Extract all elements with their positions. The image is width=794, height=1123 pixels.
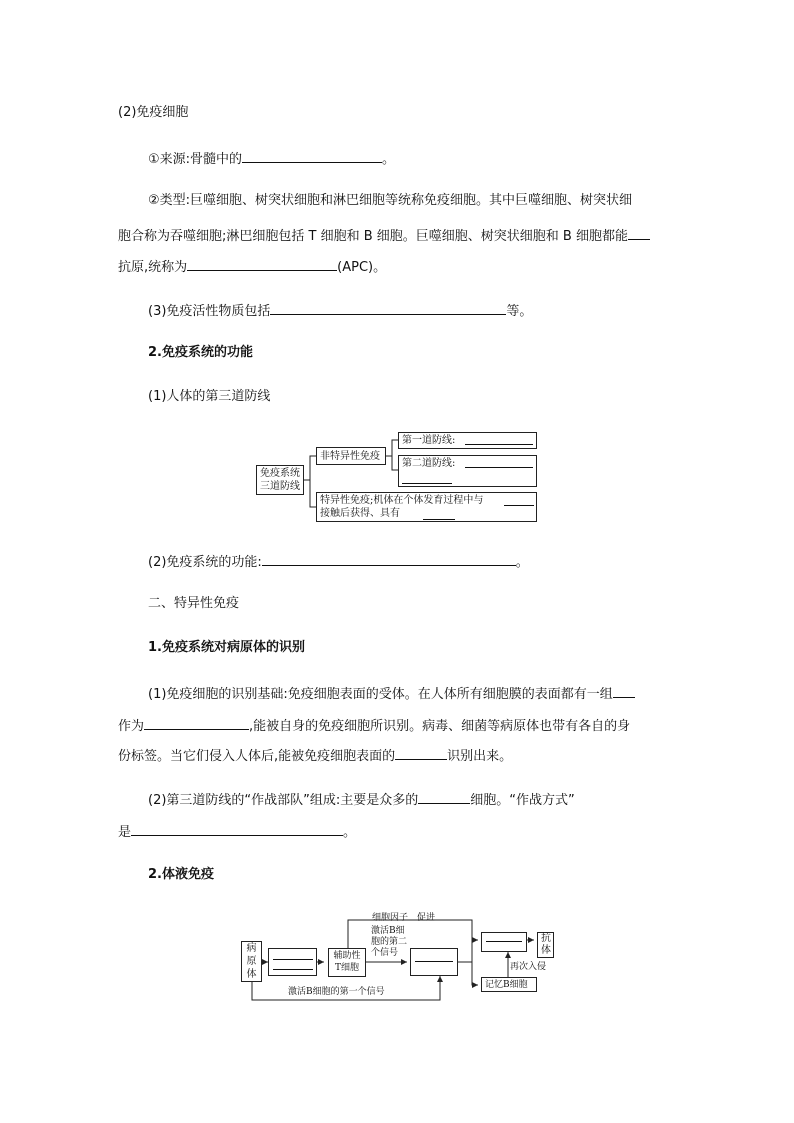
active-substances-end: 等。 [506, 304, 533, 319]
function-heading: 2.免疫系统的功能 [148, 345, 253, 360]
recognition-line-3 [118, 745, 512, 766]
recognition-line-3-start: 份标签。当它们侵入人体后,能被免疫细胞表面的 [118, 749, 396, 764]
defense-root-box [256, 465, 304, 495]
source-end: 。 [382, 152, 396, 167]
second-signal-label [371, 926, 407, 959]
recognition-blank-2[interactable] [144, 715, 249, 730]
troops-line-1 [148, 789, 575, 810]
source-label: ①来源:骨髓中的 [148, 152, 243, 167]
recognition-line-2-start: 作为 [118, 719, 145, 734]
function-question [148, 551, 529, 572]
types-line-3-start: 抗原,统称为 [118, 260, 188, 275]
troops-line-1-end: 细胞。“作战方式” [470, 793, 575, 808]
function-label: (2)免疫系统的功能: [148, 555, 262, 570]
specific-line-1: 特异性免疫;机体在个体发育过程中与 [320, 495, 484, 506]
specific-blank-2[interactable] [423, 519, 455, 520]
recognition-blank-3[interactable] [395, 745, 447, 760]
recognition-blank-1[interactable] [613, 683, 635, 698]
types-line-2-text: 胞合称为吞噬细胞;淋巴细胞包括 T 细胞和 B 细胞。巨噬细胞、树突状细胞和 B 细胞都能 [118, 229, 628, 244]
cytokine-label: 细胞因子 促进 [372, 913, 436, 923]
defense-root-line-2: 三道防线 [260, 481, 300, 492]
antibody-char-2: 体 [541, 945, 551, 956]
specific-immunity-box [316, 492, 537, 522]
humoral-blank-2[interactable] [273, 969, 313, 970]
recognition-line-2-end: ,能被自身的免疫细胞所识别。病毒、细菌等病原体也带有各自的身 [249, 719, 631, 734]
second-defense-blank-1[interactable] [465, 467, 533, 468]
specific-blank-1[interactable] [504, 505, 534, 506]
second-signal-line-3: 个信号 [371, 948, 399, 958]
helper-t-line-2: T细胞 [334, 963, 359, 973]
second-defense-blank-2[interactable] [402, 483, 452, 484]
troops-line-2-end: 。 [343, 825, 357, 840]
types-line-1: ②类型:巨噬细胞、树突状细胞和淋巴细胞等统称免疫细胞。其中巨噬细胞、树突状细 [148, 193, 633, 208]
reinvade-label: 再次入侵 [510, 962, 547, 972]
antibody-box [537, 932, 554, 958]
recognition-line-3-end: 识别出来。 [447, 749, 513, 764]
defense-root-line-1: 免疫系统 [260, 468, 300, 479]
antibody-char-1: 抗 [541, 933, 551, 944]
second-defense-box [398, 455, 537, 487]
troops-line-2 [118, 821, 356, 842]
specific-immunity-heading: 二、特异性免疫 [148, 596, 240, 611]
humoral-blank-box-1 [268, 948, 317, 976]
helper-t-line-1: 辅助性 [333, 951, 361, 961]
helper-t-cell-box [328, 948, 366, 977]
second-signal-line-1: 激活B细 [371, 926, 405, 936]
plasma-cell-blank[interactable] [486, 941, 522, 942]
first-defense-box [398, 432, 537, 449]
pathogen-char-2: 原 [246, 956, 257, 967]
recognition-line-1 [148, 683, 635, 704]
function-blank[interactable] [262, 551, 516, 566]
section-heading-immune-cells: (2)免疫细胞 [118, 105, 189, 120]
recognition-line-2 [118, 715, 630, 736]
nonspecific-immunity-box: 非特异性免疫 [316, 447, 386, 465]
memory-b-cell-box: 记忆B细胞 [481, 977, 537, 992]
second-defense-label: 第二道防线: [402, 458, 456, 469]
active-substances-label: (3)免疫活性物质包括 [148, 304, 271, 319]
recognition-heading: 1.免疫系统对病原体的识别 [148, 640, 305, 655]
humoral-blank-1[interactable] [273, 959, 313, 960]
pathogen-box [241, 941, 262, 982]
first-defense-blank[interactable] [465, 444, 533, 445]
specific-line-2: 接触后获得、具有 [320, 508, 400, 519]
first-defense-label: 第一道防线: [402, 435, 456, 446]
pathogen-char-1: 病 [246, 943, 257, 954]
plasma-cell-blank-box [481, 932, 527, 952]
types-line-3-end: (APC)。 [337, 260, 387, 275]
troops-line-1-start: (2)第三道防线的“作战部队”组成:主要是众多的 [148, 793, 419, 808]
pathogen-char-3: 体 [246, 969, 257, 980]
function-end: 。 [515, 555, 529, 570]
first-signal-label: 激活B细胞的第一个信号 [288, 987, 385, 997]
troops-line-2-start: 是 [118, 825, 132, 840]
second-signal-line-2: 胞的第二 [371, 937, 408, 947]
recognition-line-1-text: (1)免疫细胞的识别基础:免疫细胞表面的受体。在人体所有细胞膜的表面都有一组 [148, 687, 613, 702]
third-line-heading: (1)人体的第三道防线 [148, 389, 271, 404]
b-cell-blank[interactable] [415, 961, 453, 962]
troops-blank-1[interactable] [418, 789, 470, 804]
troops-blank-2[interactable] [131, 821, 343, 836]
humoral-heading: 2.体液免疫 [148, 867, 214, 882]
b-cell-blank-box [410, 948, 458, 976]
